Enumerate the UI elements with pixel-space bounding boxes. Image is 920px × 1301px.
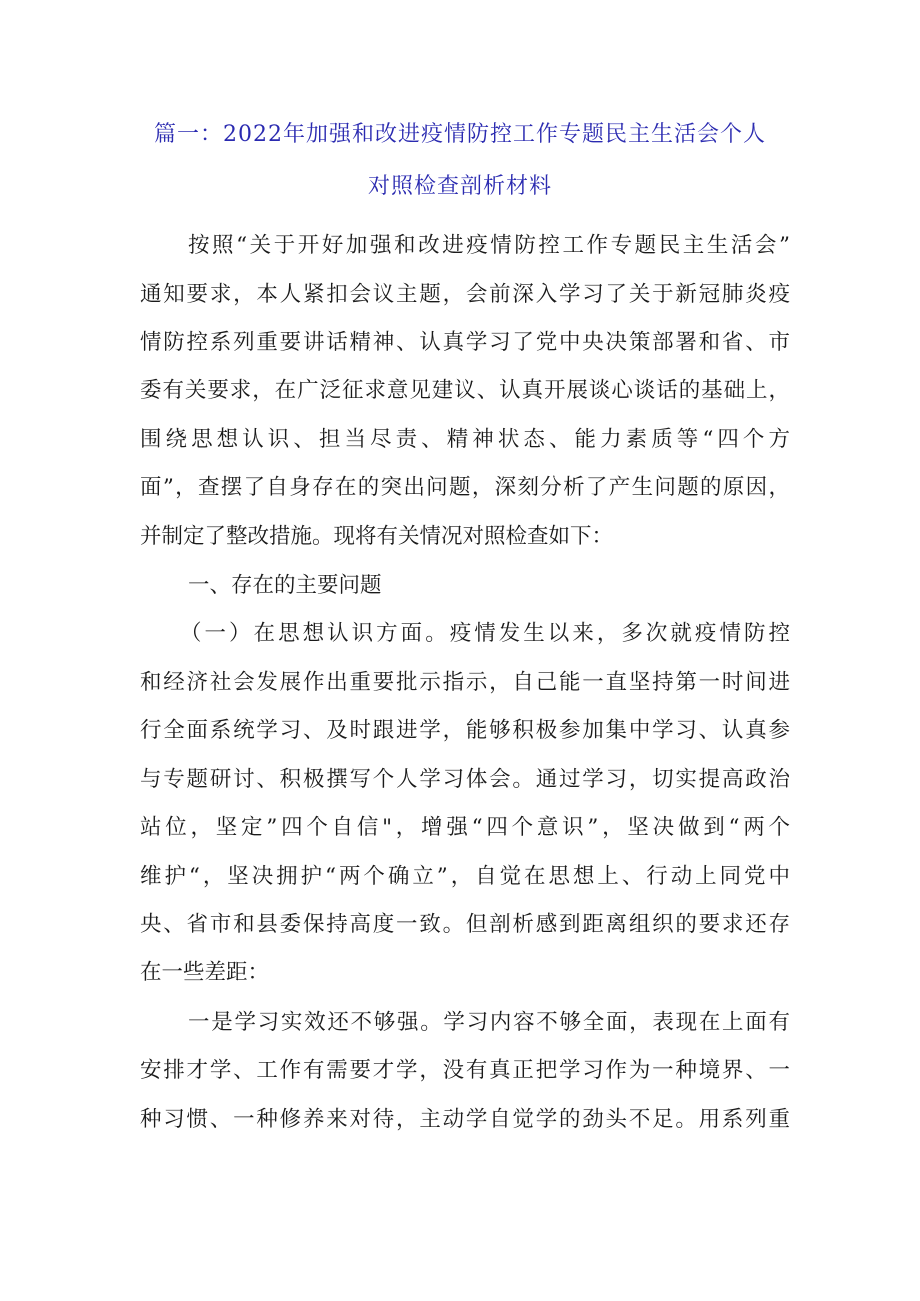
body-line: 委有关要求，在广泛征求意见建议、认真开展谈心谈话的基础上， bbox=[140, 378, 790, 403]
body-line: 一是学习实效还不够强。学习内容不够全面，表现在上面有 bbox=[188, 1010, 790, 1035]
body-line: 在一些差距： bbox=[140, 960, 270, 985]
body-line: 安排才学、工作有需要才学，没有真正把学习作为一种境界、一 bbox=[140, 1058, 790, 1083]
body-line: 面”，查摆了自身存在的突出问题，深刻分析了产生问题的原因， bbox=[140, 475, 790, 500]
document-title-line-2: 对照检查剖析材料 bbox=[367, 174, 552, 199]
body-line: 围绕思想认识、担当尽责、精神状态、能力素质等“四个方 bbox=[140, 427, 790, 452]
body-line: 情防控系列重要讲话精神、认真学习了党中央决策部署和省、市 bbox=[140, 330, 790, 355]
body-line: 行全面系统学习、及时跟进学，能够积极参加集中学习、认真参 bbox=[140, 718, 790, 743]
body-line: 按照“关于开好加强和改进疫情防控工作专题民主生活会” bbox=[188, 233, 790, 258]
body-line: 并制定了整改措施。现将有关情况对照检查如下： bbox=[140, 524, 614, 549]
body-line: 通知要求，本人紧扣会议主题，会前深入学习了关于新冠肺炎疫 bbox=[140, 282, 790, 307]
body-line: 种习惯、一种修养来对待，主动学自觉学的劲头不足。用系列重 bbox=[140, 1107, 790, 1132]
body-line: 站位，坚定”四个自信"，增强“四个意识”，坚决做到“两个 bbox=[140, 815, 790, 840]
body-line: 与专题研讨、积极撰写个人学习体会。通过学习，切实提高政治 bbox=[140, 767, 790, 792]
body-line: （一）在思想认识方面。疫情发生以来，多次就疫情防控 bbox=[180, 621, 790, 646]
body-line: 央、省市和县委保持高度一致。但剖析感到距离组织的要求还存 bbox=[140, 912, 790, 937]
body-line: 和经济社会发展作出重要批示指示，自己能一直坚持第一时间进 bbox=[140, 670, 790, 695]
document-title-line-1: 篇一：2022年加强和改进疫情防控工作专题民主生活会个人 bbox=[154, 122, 766, 147]
section-heading: 一、存在的主要问题 bbox=[188, 573, 382, 598]
body-line: 维护“，坚决拥护“两个确立”，自觉在思想上、行动上同党中 bbox=[140, 864, 790, 889]
